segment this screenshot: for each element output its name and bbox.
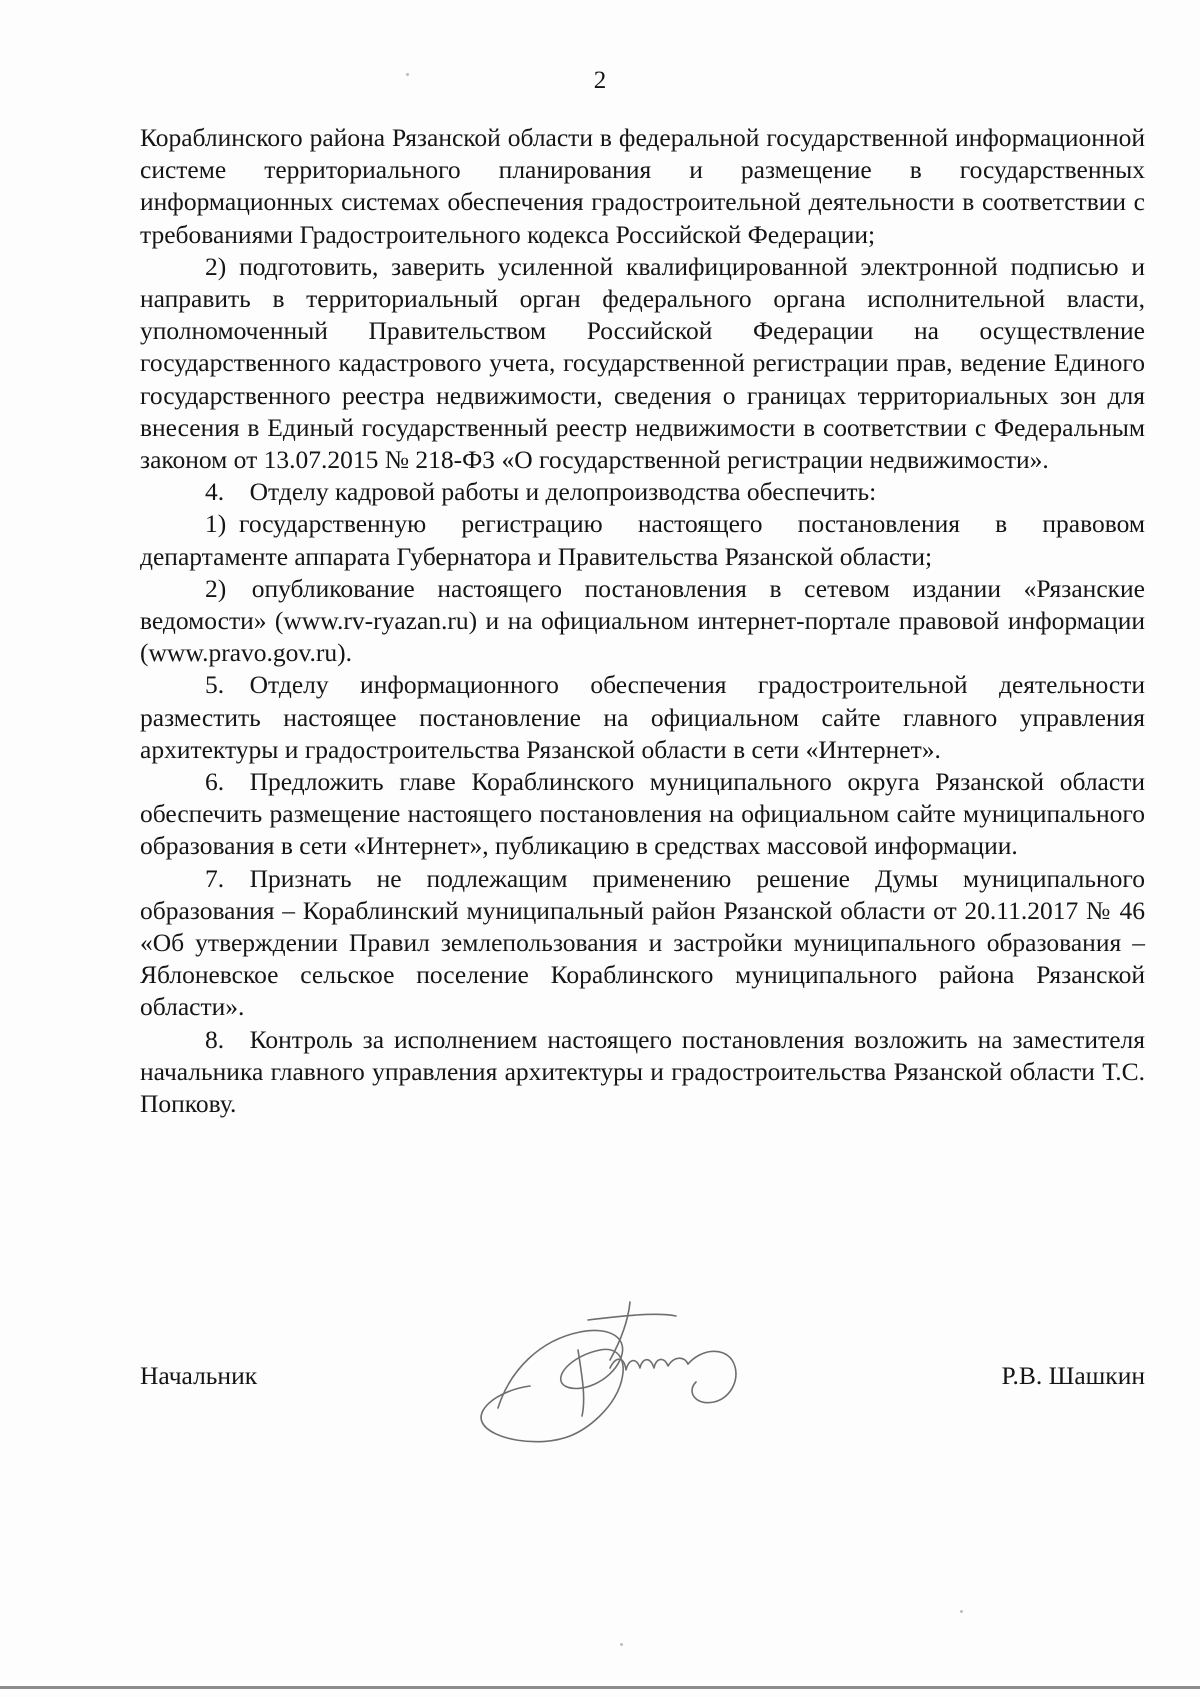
paragraph-item-2: 2) подготовить, заверить усиленной квалифицированной электронной подписью и направить в территориальный орган федерального органа исполнительной власти, уполномоченный Правительством Российской Федерации на осуществление государственного кадастрового учета, государственной регистрации прав, ведение Единого государственного реестра недвижимости, сведения о границах территориальных зон для внесения в Единый государственный реестр недвижимости в соответствии с Федеральным законом от 13.07.2015 № 218-ФЗ «О государственной регистрации недвижимости». [140, 251, 1145, 475]
scan-speck [960, 1610, 963, 1613]
signer-name: Р.В. Шашкин [1001, 1361, 1145, 1390]
paragraph-clause-5: 5. Отделу информационного обеспечения градостроительной деятельности разместить настоящее постановление на официальном сайте главного управления архитектуры и градостроительства Рязанской области в сети «Интернет». [140, 670, 1145, 764]
scan-speck [406, 73, 409, 76]
paragraph-clause-7: 7. Признать не подлежащим применению решение Думы муниципального образования – Кораблинский муниципальный район Рязанской области от 20.11.2017 № 46 «Об утверждении Правил землепользования и застройки муниципального образования – Яблоневское сельское поселение Кораблинского муниципального района Рязанской области». [140, 863, 1145, 1022]
paragraph-clause-4: 4. Отделу кадровой работы и делопроизводства обеспечить: [205, 477, 877, 507]
signature-block [140, 1360, 1145, 1400]
document-body [140, 122, 1145, 1120]
paragraph-continuation: Кораблинского района Рязанской области в федеральной государственной информационной системе территориального планирования и размещение в государственных информационных системах обеспечения градостроительной деятельности в соответствии с требованиями Градостроительного кодекса Российской Федерации; [140, 123, 1145, 249]
page-number: 2 [593, 67, 607, 94]
paragraph-clause-6: 6. Предложить главе Кораблинского муниципального округа Рязанской области обеспечить размещение настоящего постановления на официальном сайте муниципального образования в сети «Интернет», публикацию в средствах массовой информации. [140, 767, 1145, 861]
paragraph-clause-8: 8. Контроль за исполнением настоящего постановления возложить на заместителя начальника главного управления архитектуры и градостроительства Рязанской области Т.С. Попкову. [140, 1024, 1145, 1119]
paragraph-clause-4-item-1: 1) государственную регистрацию настоящего постановления в правовом департаменте аппарата Губернатора и Правительства Рязанской области; [140, 509, 1145, 571]
signer-position: Начальник [140, 1361, 258, 1390]
scan-edge-line [0, 1686, 1200, 1689]
scan-speck [620, 1643, 623, 1646]
paragraph-clause-4-item-2: 2) опубликование настоящего постановления в сетевом издании «Рязанские ведомости» (www.rv-ryazan.ru) и на официальном интернет-портале правовой информации (www.pravo.gov.ru). [140, 573, 1145, 668]
